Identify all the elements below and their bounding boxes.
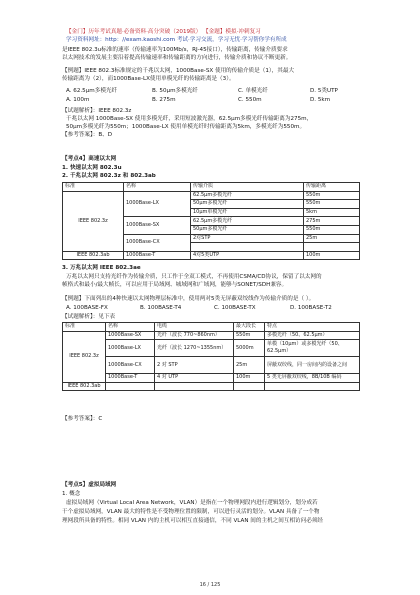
question-2-option-b: B. 100BASE-T4 (140, 305, 182, 311)
question-2-analysis (62, 314, 115, 321)
cable-cell: 4 对 UTP (155, 374, 234, 383)
section-title: 【考点4】高速以太网 (62, 156, 117, 162)
question-2-option-c: C. 100BASE-TX (214, 305, 256, 311)
vlan-line-3: 理网段所具备的特性。相同 VLAN 内的主机可以相互直接通信，不同 VLAN 间的主机之间互相访问必须经 (62, 518, 324, 524)
distance-cell: 100m (304, 251, 360, 260)
medium-cell: 50μm多模光纤 (191, 200, 304, 209)
question-2-answer (62, 416, 102, 423)
length-cell: 25m (234, 357, 265, 374)
medium-cell: 10μm单模光纤 (191, 208, 304, 217)
cable-cell: 2 对 STP (155, 357, 234, 374)
table-row (63, 331, 360, 340)
header-cell: 电缆 (155, 323, 234, 332)
answer-value: C (98, 416, 103, 422)
question-1-option-row-1-b: B. 50μm多模光纤 (152, 88, 198, 94)
cable-cell (155, 382, 234, 391)
table-row (63, 191, 360, 200)
header-cell: 名称 (106, 323, 155, 332)
table-row (63, 382, 360, 391)
vlan-line-2: 干个虚拟局域网，VLAN 最大的特性是不受物理位置的限制，可以进行灵活的划分。VLAN 具备了一个物 (62, 509, 320, 515)
distance-cell: 550m (304, 225, 360, 234)
question-1-option-row-1-d: D. 5类UTP (310, 88, 338, 94)
cable-cell: 光纤（波长 770~860nm） (155, 331, 234, 340)
question-1-answer (62, 132, 112, 139)
medium-cell: 50μm多模光纤 (191, 225, 304, 234)
header-cell: 特点 (265, 323, 360, 332)
answer-label: 【参考答案】： (62, 416, 99, 422)
page-number: 16 / 125 (199, 582, 221, 588)
medium-cell: 4对5类UTP (191, 251, 304, 260)
analysis-label: 【试题解析】： (62, 314, 99, 320)
header-cell: 名称 (124, 183, 191, 192)
distance-cell: 25m (304, 234, 360, 243)
medium-cell (191, 243, 304, 252)
name-cell: 1000Base-CX (106, 357, 155, 374)
feature-cell: 单模（10μm）或多模光纤（50、62.5μm） (265, 340, 360, 357)
name-cell: 1000Base-T (124, 251, 191, 260)
question-2-stem: 【例题】下面列出的4种快速以太网物理层标准中，使用两对5类无屏蔽双绞线作为传输介质的是（ ）。 (62, 296, 315, 302)
header-cell: 传输距离 (304, 183, 360, 192)
medium-cell: 62.5μm多模光纤 (191, 217, 304, 226)
name-cell: 1000Base-CX (124, 234, 191, 251)
name-cell (106, 382, 155, 391)
feature-cell: 多模光纤（50、62.5μm） (265, 331, 360, 340)
feature-cell: 屏蔽双绞线，同一房间内的设备之间 (265, 357, 360, 374)
answer-value: B、D (98, 132, 113, 138)
feature-cell (265, 382, 360, 391)
header-line-1: 【金门】历年考试真题·必备资料·高分突破（2019版） 【金题】模拟·冲刺复习 (66, 29, 261, 35)
distance-cell: 275m (304, 217, 360, 226)
question-1-analysis-line-1: 千兆以太网 1000Base-SX 使用多模光纤，采用短波激光器，62.5μm多模光纤传输距离为275m， (66, 116, 313, 122)
name-cell: 1000Base-LX (106, 340, 155, 357)
question-1-stem-line-1: 【例题】IEEE 802.3标准规定的千兆以太网，1000Base-SX 使用的传输介质是（1），其最大 (62, 68, 295, 74)
length-cell (234, 382, 265, 391)
question-1-option-row-2-c: C. 550m (238, 97, 262, 103)
section-5-title: 【考点5】虚拟局域网 (62, 482, 117, 488)
name-cell: 1000Base-LX (124, 191, 191, 217)
medium-cell: 62.5μm多模光纤 (191, 191, 304, 200)
intro-line: 以太网技术的发展主要沿着提高传输速率和传输距离的方向进行，传输介质和协议不断更新。 (62, 55, 292, 61)
length-cell: 100m (234, 374, 265, 383)
question-1-stem-line-2: 传输距离为（2），而1000Base-LX使用单模光纤的传输距离是（3）。 (62, 76, 235, 82)
cable-cell: 光纤（波长 1270~1355nm） (155, 340, 234, 357)
10g-line-2: 帧格式和最小/最大帧长，可以应用于局域网、城域网和广域网，能够与SONET/SDH兼容。 (62, 282, 288, 288)
medium-cell: 2对STP (191, 234, 304, 243)
distance-cell: 550m (304, 200, 360, 209)
table-header-row (63, 183, 360, 192)
vlan-line-1: 虚拟局域网（Virtual Local Area Network，VLAN）是指在一个物理网段内进行逻辑划分，划分成若 (66, 500, 318, 506)
header-cell: 标准 (63, 183, 124, 192)
standard-cell: IEEE 802.3z (63, 191, 124, 251)
question-1-option-row-1-a: A. 62.5μm多模光纤 (66, 88, 118, 94)
analysis-text: IEEE 802.3z (98, 108, 132, 114)
header-line-3: 是IEEE 802.3u标准的速率（传输速率为100Mb/s，RJ-45接口），传输距离，传输介质要求 (62, 47, 288, 53)
subsection-fast-ethernet: 1. 快速以太网 802.3u (62, 165, 122, 171)
table-header-row (63, 323, 360, 332)
gigabit-standards-table (62, 182, 360, 260)
length-cell: 550m (234, 331, 265, 340)
question-2-option-d: D. 100BASE-T2 (290, 305, 332, 311)
question-1-option-row-1-c: C. 单模光纤 (238, 88, 268, 94)
subsection-gigabit-ethernet: 2. 千兆以太网 802.3z 和 802.3ab (62, 173, 156, 179)
subsection-10g-ethernet: 3. 万兆以太网 IEEE 802.3ae (62, 265, 141, 271)
table-row (63, 340, 360, 357)
name-cell: 1000Base-SX (106, 331, 155, 340)
question-2-option-a: A. 100BASE-FX (66, 305, 108, 311)
standard-cell: IEEE 802.3z (63, 331, 106, 382)
standard-cell: IEEE 802.3ab (63, 251, 124, 260)
gigabit-details-table (62, 322, 360, 391)
question-1-option-row-2-d: D. 5km (310, 97, 331, 103)
name-cell: 1000Base-SX (124, 217, 191, 234)
distance-cell (304, 243, 360, 252)
section-5-subtitle: 1. 概念 (62, 491, 81, 497)
table-row (63, 374, 360, 383)
header-cell: 标准 (63, 323, 106, 332)
table-row (63, 251, 360, 260)
question-1-analysis (62, 108, 131, 115)
table-row (63, 357, 360, 374)
header-cell: 最大段长 (234, 323, 265, 332)
length-cell: 5000m (234, 340, 265, 357)
distance-cell: 5km (304, 208, 360, 217)
feature-cell: 5 类无屏蔽双绞线，8B/10B 编码 (265, 374, 360, 383)
10g-line-1: 万兆以太网只支持光纤作为传输介质，只工作于全双工模式，不再使用CSMA/CD协议，保留了以太网的 (66, 274, 322, 280)
name-cell: 1000Base-T (106, 374, 155, 383)
standard-cell: IEEE 802.3ab (63, 382, 106, 391)
header-cell: 传输介质 (191, 183, 304, 192)
question-1-analysis-line-2: 50μm多模光纤为550m；1000Base-LX 使用单模光纤时传输距离为5km，多模光纤为550m。 (66, 124, 306, 130)
analysis-label: 【试题解析】： (62, 108, 99, 114)
distance-cell: 550m (304, 191, 360, 200)
question-1-option-row-2-b: B. 275m (152, 97, 176, 103)
question-1-option-row-2-a: A. 100m (66, 97, 90, 103)
header-line-2[interactable]: 学习资料网址：http：//exam.kaoshi.com 考试·学习交流，学习无忧·学习帮你学有所成 (66, 37, 287, 43)
analysis-text: 见下表 (98, 314, 116, 320)
answer-label: 【参考答案】： (62, 132, 99, 138)
